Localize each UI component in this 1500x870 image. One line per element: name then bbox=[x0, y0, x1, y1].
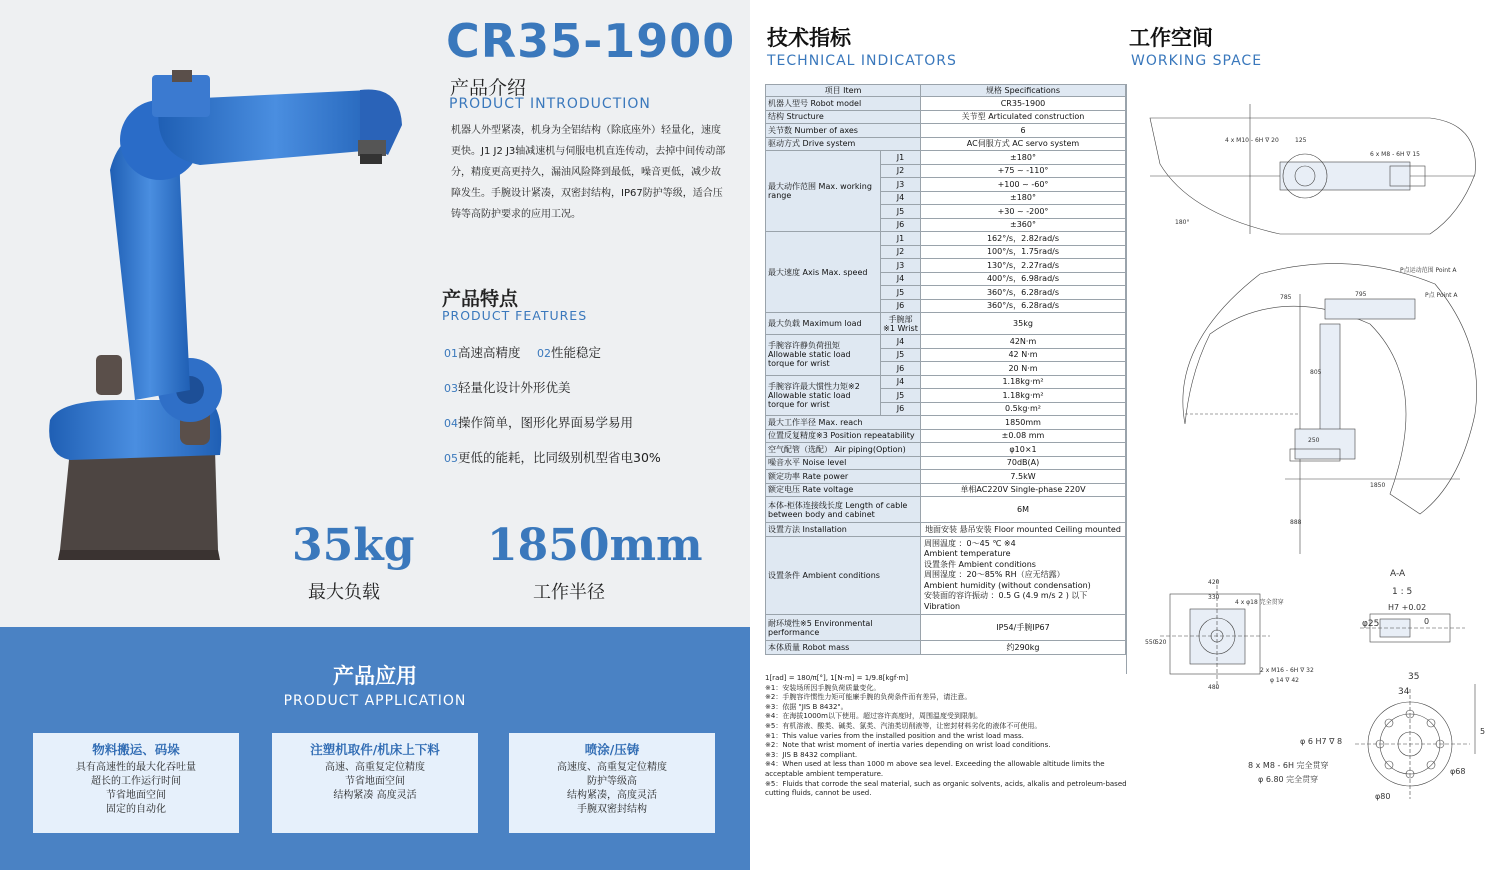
table-cell: 最大速度 Axis Max. speed bbox=[766, 232, 881, 313]
table-cell: 噪音水平 Noise level bbox=[766, 456, 921, 470]
text-line: 01 bbox=[444, 347, 458, 360]
text-line: ※3：JIS B 8432 compliant. bbox=[765, 750, 858, 759]
features-title-en: PRODUCT FEATURES bbox=[442, 308, 588, 323]
table-cell: 额定电压 Rate voltage bbox=[766, 483, 921, 497]
text-line: ※4：在海拔1000m以下使用。超过容许高度时，周围温度受到限制。 bbox=[765, 712, 982, 721]
table-cell: 20 N·m bbox=[921, 362, 1126, 376]
dim-label: 795 bbox=[1355, 291, 1367, 298]
scale-label: 1 : 5 bbox=[1392, 587, 1413, 597]
text-line: 操作简单，图形化界面易学易用 bbox=[458, 415, 634, 430]
tech-title-en: TECHNICAL INDICATORS bbox=[767, 53, 957, 69]
table-row bbox=[766, 110, 1126, 124]
table-cell: +100 ~ -60° bbox=[921, 178, 1126, 192]
dim-label: φ80 bbox=[1375, 792, 1391, 801]
column-header-item: 项目 Item bbox=[766, 85, 921, 97]
table-cell: 手腕容许最大惯性力矩※2 Allowable static load torque for wrist bbox=[766, 375, 881, 416]
payload-value: 35kg bbox=[292, 520, 415, 571]
table-cell: J6 bbox=[881, 299, 921, 313]
table-row bbox=[766, 137, 1126, 151]
text-line: 05 bbox=[444, 452, 458, 465]
table-cell: 400°/s，6.98rad/s bbox=[921, 272, 1126, 286]
text-line: ※1：安装场所因手腕负荷质量变化。 bbox=[765, 683, 881, 692]
text-line: 1[rad] = 180/π[°], 1[N·m] = 1/9.8[kgf·m] bbox=[765, 674, 909, 682]
table-cell: 6M bbox=[921, 497, 1126, 523]
table-cell: 1.18kg·m² bbox=[921, 375, 1126, 389]
table-cell: J3 bbox=[881, 178, 921, 192]
dim-label: 520 bbox=[1155, 639, 1167, 646]
spec-table bbox=[765, 84, 1126, 655]
card-line: 结构紧凑 高度灵活 bbox=[333, 790, 417, 801]
table-cell: 设置条件 Ambient conditions bbox=[766, 536, 921, 615]
column-header-spec: 规格 Specifications bbox=[921, 85, 1126, 97]
text-line: ※4：When used at less than 1000 m above sea level. Exceeding the allowable altitude limits the acceptable ambient temperature. bbox=[765, 760, 1105, 778]
text-line: ※2：手腕容许惯性力矩可能廉手腕的负荷条件而有差异，请注意。 bbox=[765, 693, 972, 702]
text-line: 更低的能耗，比同级别机型省电30% bbox=[458, 450, 661, 465]
card-line: 超长的工作运行时间 bbox=[91, 776, 181, 787]
feature-item bbox=[537, 343, 601, 361]
text-line: 性能稳定 bbox=[551, 345, 602, 360]
table-cell: 最大动作范围 Max. working range bbox=[766, 151, 881, 232]
dim-label: φ68 bbox=[1450, 767, 1466, 776]
dim-label: 125 bbox=[1295, 137, 1307, 144]
table-cell: J4 bbox=[881, 335, 921, 349]
table-cell: 耐环境性※5 Environmental performance bbox=[766, 615, 921, 641]
table-cell: ±180° bbox=[921, 151, 1126, 165]
dim-label: 8 x M8 - 6H 完全贯穿 bbox=[1248, 761, 1329, 770]
table-cell: φ10×1 bbox=[921, 443, 1126, 457]
table-cell: 42N·m bbox=[921, 335, 1126, 349]
table-row bbox=[766, 124, 1126, 138]
table-cell: ±0.08 mm bbox=[921, 429, 1126, 443]
section-label: A-A bbox=[1390, 569, 1406, 579]
table-cell: 设置方法 Installation bbox=[766, 523, 921, 537]
dim-label: 180° bbox=[1175, 219, 1190, 226]
table-cell: 空气配管（选配） Air piping(Option) bbox=[766, 443, 921, 457]
feature-item bbox=[444, 343, 521, 361]
dim-label: P点运动范围 Point A bbox=[1400, 267, 1457, 274]
table-cell: 额定功率 Rate power bbox=[766, 470, 921, 484]
table-cell: J1 bbox=[881, 151, 921, 165]
dim-label: 480 bbox=[1208, 684, 1220, 691]
dim-label: H7 +0.02 bbox=[1388, 603, 1427, 612]
dim-label: 0 bbox=[1424, 617, 1430, 626]
text-line: ※2：Note that wrist moment of inertia varies depending on wrist load conditions. bbox=[765, 741, 1051, 750]
table-row bbox=[766, 232, 1126, 246]
table-cell: J5 bbox=[881, 286, 921, 300]
table-cell: 机器人型号 Robot model bbox=[766, 97, 921, 111]
text-line: 轻量化设计外形优美 bbox=[458, 380, 571, 395]
dim-label: φ 6 H7 ∇ 8 bbox=[1300, 737, 1343, 746]
dim-label: 888 bbox=[1290, 519, 1302, 526]
dim-label: 4 x φ18 完全贯穿 bbox=[1235, 599, 1284, 606]
table-cell: 130°/s，2.27rad/s bbox=[921, 259, 1126, 273]
card-line: 防护等级高 bbox=[587, 776, 637, 787]
table-cell: J6 bbox=[881, 402, 921, 416]
text-line: 02 bbox=[537, 347, 551, 360]
table-cell: 70dB(A) bbox=[921, 456, 1126, 470]
dim-label: 330 bbox=[1208, 594, 1220, 601]
table-row bbox=[766, 641, 1126, 655]
table-cell: 位置反复精度※3 Position repeatability bbox=[766, 429, 921, 443]
column-divider bbox=[1126, 84, 1127, 674]
table-cell: 本体质量 Robot mass bbox=[766, 641, 921, 655]
tech-title-cn: 技术指标 bbox=[767, 26, 851, 50]
card-line: 手腕双密封结构 bbox=[577, 804, 647, 815]
table-row bbox=[766, 416, 1126, 430]
table-cell: 42 N·m bbox=[921, 348, 1126, 362]
card-line: 高速度、高重复定位精度 bbox=[557, 762, 667, 773]
table-cell: J1 bbox=[881, 232, 921, 246]
text-line: ※5：有机溶液、酸类、碱类、氯类、汽油类切削液等，让密封材料劣化的液体不可使用。 bbox=[765, 721, 1042, 730]
table-cell: J4 bbox=[881, 375, 921, 389]
table-cell: ±180° bbox=[921, 191, 1126, 205]
table-cell: 6 bbox=[921, 124, 1126, 138]
table-row bbox=[766, 151, 1126, 165]
table-cell: J6 bbox=[881, 218, 921, 232]
table-row bbox=[766, 97, 1126, 111]
table-row bbox=[766, 523, 1126, 537]
table-cell: 驱动方式 Drive system bbox=[766, 137, 921, 151]
table-row bbox=[766, 470, 1126, 484]
table-cell: 约290kg bbox=[921, 641, 1126, 655]
application-title-cn: 产品应用 bbox=[333, 664, 417, 688]
table-cell: 35kg bbox=[921, 313, 1126, 335]
dim-label: 550 bbox=[1145, 639, 1157, 646]
reach-label: 工作半径 bbox=[533, 582, 605, 603]
ambient-conditions-cell bbox=[921, 536, 1126, 615]
table-cell: J5 bbox=[881, 348, 921, 362]
table-cell: J2 bbox=[881, 164, 921, 178]
table-row bbox=[766, 497, 1126, 523]
card-title: 喷涂/压铸 bbox=[584, 742, 640, 757]
card-line: 节省地面空间 bbox=[106, 790, 166, 801]
dim-label: P点 Point A bbox=[1425, 292, 1458, 299]
dim-label: 4 x M10 - 6H ∇ 20 bbox=[1225, 137, 1279, 144]
table-cell: J4 bbox=[881, 272, 921, 286]
dim-label: φ 6.80 完全贯穿 bbox=[1258, 775, 1319, 784]
dim-label: 805 bbox=[1310, 369, 1322, 376]
table-row bbox=[766, 313, 1126, 335]
feature-item bbox=[444, 448, 661, 466]
application-card bbox=[272, 733, 478, 833]
dim-label: φ25 bbox=[1362, 619, 1380, 629]
table-cell: 地面安装 悬吊安装 Floor mounted Ceiling mounted bbox=[921, 523, 1126, 537]
table-cell: CR35-1900 bbox=[921, 97, 1126, 111]
text-line: 03 bbox=[444, 382, 458, 395]
table-row bbox=[766, 456, 1126, 470]
dim-label: 5 bbox=[1480, 727, 1486, 736]
text-line: Ambient humidity (without condensation) bbox=[924, 580, 1091, 590]
table-cell: +30 ~ -200° bbox=[921, 205, 1126, 219]
table-cell: 1.18kg·m² bbox=[921, 389, 1126, 403]
table-cell: 本体-柜体连接线长度 Length of cable between body and cabinet bbox=[766, 497, 921, 523]
text-line: 安装面的容许振动 ：0.5 G (4.9 m/s 2 ) 以下 bbox=[924, 591, 1088, 600]
table-cell: 162°/s，2.82rad/s bbox=[921, 232, 1126, 246]
table-cell: ±360° bbox=[921, 218, 1126, 232]
dim-label: 420 bbox=[1208, 579, 1220, 586]
intro-title-en: PRODUCT INTRODUCTION bbox=[449, 96, 651, 112]
table-cell: J2 bbox=[881, 245, 921, 259]
table-cell: J5 bbox=[881, 389, 921, 403]
dim-label: 2 x M16 - 6H ∇ 32 bbox=[1260, 667, 1314, 674]
application-card bbox=[33, 733, 239, 833]
table-cell: 关节型 Articulated construction bbox=[921, 110, 1126, 124]
dim-label: 35 bbox=[1408, 672, 1420, 682]
card-line: 节省地面空间 bbox=[345, 776, 405, 787]
features-title-cn: 产品特点 bbox=[442, 288, 519, 310]
table-cell: J6 bbox=[881, 362, 921, 376]
text-line: ※3：依据 "JIS B 8432"。 bbox=[765, 702, 848, 711]
card-line: 固定的自动化 bbox=[106, 804, 166, 815]
dim-label: 1850 bbox=[1370, 482, 1386, 489]
table-cell: 1850mm bbox=[921, 416, 1126, 430]
intro-title-cn: 产品介绍 bbox=[450, 77, 527, 99]
feature-item bbox=[444, 413, 633, 431]
table-cell: 最大负载 Maximum load bbox=[766, 313, 881, 335]
dim-label: 250 bbox=[1308, 437, 1320, 444]
text-line: Ambient temperature bbox=[924, 549, 1011, 558]
text-line: 设置条件 Ambient conditions bbox=[924, 559, 1036, 569]
text-line: ※1：This value varies from the installed position and the wrist load mass. bbox=[765, 731, 1024, 740]
text-line: 04 bbox=[444, 417, 458, 430]
application-card bbox=[509, 733, 715, 833]
table-cell: 手腕部※1 Wrist bbox=[881, 313, 921, 335]
card-title: 物料搬运、码垛 bbox=[92, 742, 180, 757]
table-row bbox=[766, 429, 1126, 443]
text-line: Vibration bbox=[924, 601, 961, 611]
table-header-row bbox=[766, 85, 1126, 97]
intro-body: 机器人外型紧凑，机身为全铝结构（除底座外）轻量化，速度更快。J1 J2 J3轴减速机与伺服电机直连传动，去掉中间传动部分，精度更高更持久，漏油风险降到最低，噪音更低，减少故障发生。手腕设计紧凑，双密封结构，IP67防护等级，适合压铸等高防护要求的应用工况。 bbox=[451, 125, 726, 220]
table-row bbox=[766, 483, 1126, 497]
robot-arm-image bbox=[40, 70, 440, 570]
workspace-title-en: WORKING SPACE bbox=[1131, 53, 1263, 69]
card-line: 具有高速性的最大化吞吐量 bbox=[76, 762, 196, 773]
table-cell: +75 ~ -110° bbox=[921, 164, 1126, 178]
table-cell: 7.5kW bbox=[921, 470, 1126, 484]
table-cell: 100°/s，1.75rad/s bbox=[921, 245, 1126, 259]
table-row bbox=[766, 443, 1126, 457]
text-line: ※5：Fluids that corrode the seal material, such as organic solvents, acids, alkalis and petroleum-based cutting fluids, cannot be used. bbox=[765, 779, 1127, 798]
card-line: 结构紧凑，高度灵活 bbox=[567, 790, 657, 801]
table-cell: 0.5kg·m² bbox=[921, 402, 1126, 416]
table-row bbox=[766, 335, 1126, 349]
working-space-drawings bbox=[1130, 84, 1500, 870]
card-title: 注塑机取件/机床上下料 bbox=[310, 742, 440, 757]
table-cell: 360°/s，6.28rad/s bbox=[921, 286, 1126, 300]
dim-label: 34 bbox=[1398, 687, 1410, 697]
text-line: 周围湿度 ：20～85% RH（应无结露） bbox=[924, 570, 1065, 579]
reach-value: 1850mm bbox=[487, 520, 703, 571]
card-line: 高速、高重复定位精度 bbox=[325, 762, 425, 773]
payload-label: 最大负载 bbox=[308, 582, 380, 603]
model-title: CR35-1900 bbox=[446, 14, 736, 68]
table-cell: 结构 Structure bbox=[766, 110, 921, 124]
table-cell: J4 bbox=[881, 191, 921, 205]
table-row bbox=[766, 615, 1126, 641]
table-cell: IP54/手腕IP67 bbox=[921, 615, 1126, 641]
table-cell: J3 bbox=[881, 259, 921, 273]
table-cell: AC伺服方式 AC servo system bbox=[921, 137, 1126, 151]
table-cell: 360°/s，6.28rad/s bbox=[921, 299, 1126, 313]
table-cell: 手腕容许静负荷扭矩 Allowable static load torque for wrist bbox=[766, 335, 881, 376]
table-cell: J5 bbox=[881, 205, 921, 219]
text-line: 高速高精度 bbox=[458, 345, 521, 360]
workspace-title-cn: 工作空间 bbox=[1129, 26, 1213, 50]
table-cell: 关节数 Number of axes bbox=[766, 124, 921, 138]
table-cell: 单相AC220V Single-phase 220V bbox=[921, 483, 1126, 497]
application-title-en: PRODUCT APPLICATION bbox=[283, 693, 467, 709]
dim-label: φ 14 ∇ 42 bbox=[1270, 677, 1299, 684]
table-cell: 最大工作半径 Max. reach bbox=[766, 416, 921, 430]
feature-item bbox=[444, 378, 571, 396]
table-row bbox=[766, 375, 1126, 389]
text-line: 周围温度 ：0～45 ℃ ※4 bbox=[924, 538, 1016, 548]
spec-notes bbox=[765, 674, 1130, 799]
dim-label: 785 bbox=[1280, 294, 1292, 301]
table-row bbox=[766, 536, 1126, 615]
dim-label: 6 x M8 - 6H ∇ 15 bbox=[1370, 151, 1420, 158]
